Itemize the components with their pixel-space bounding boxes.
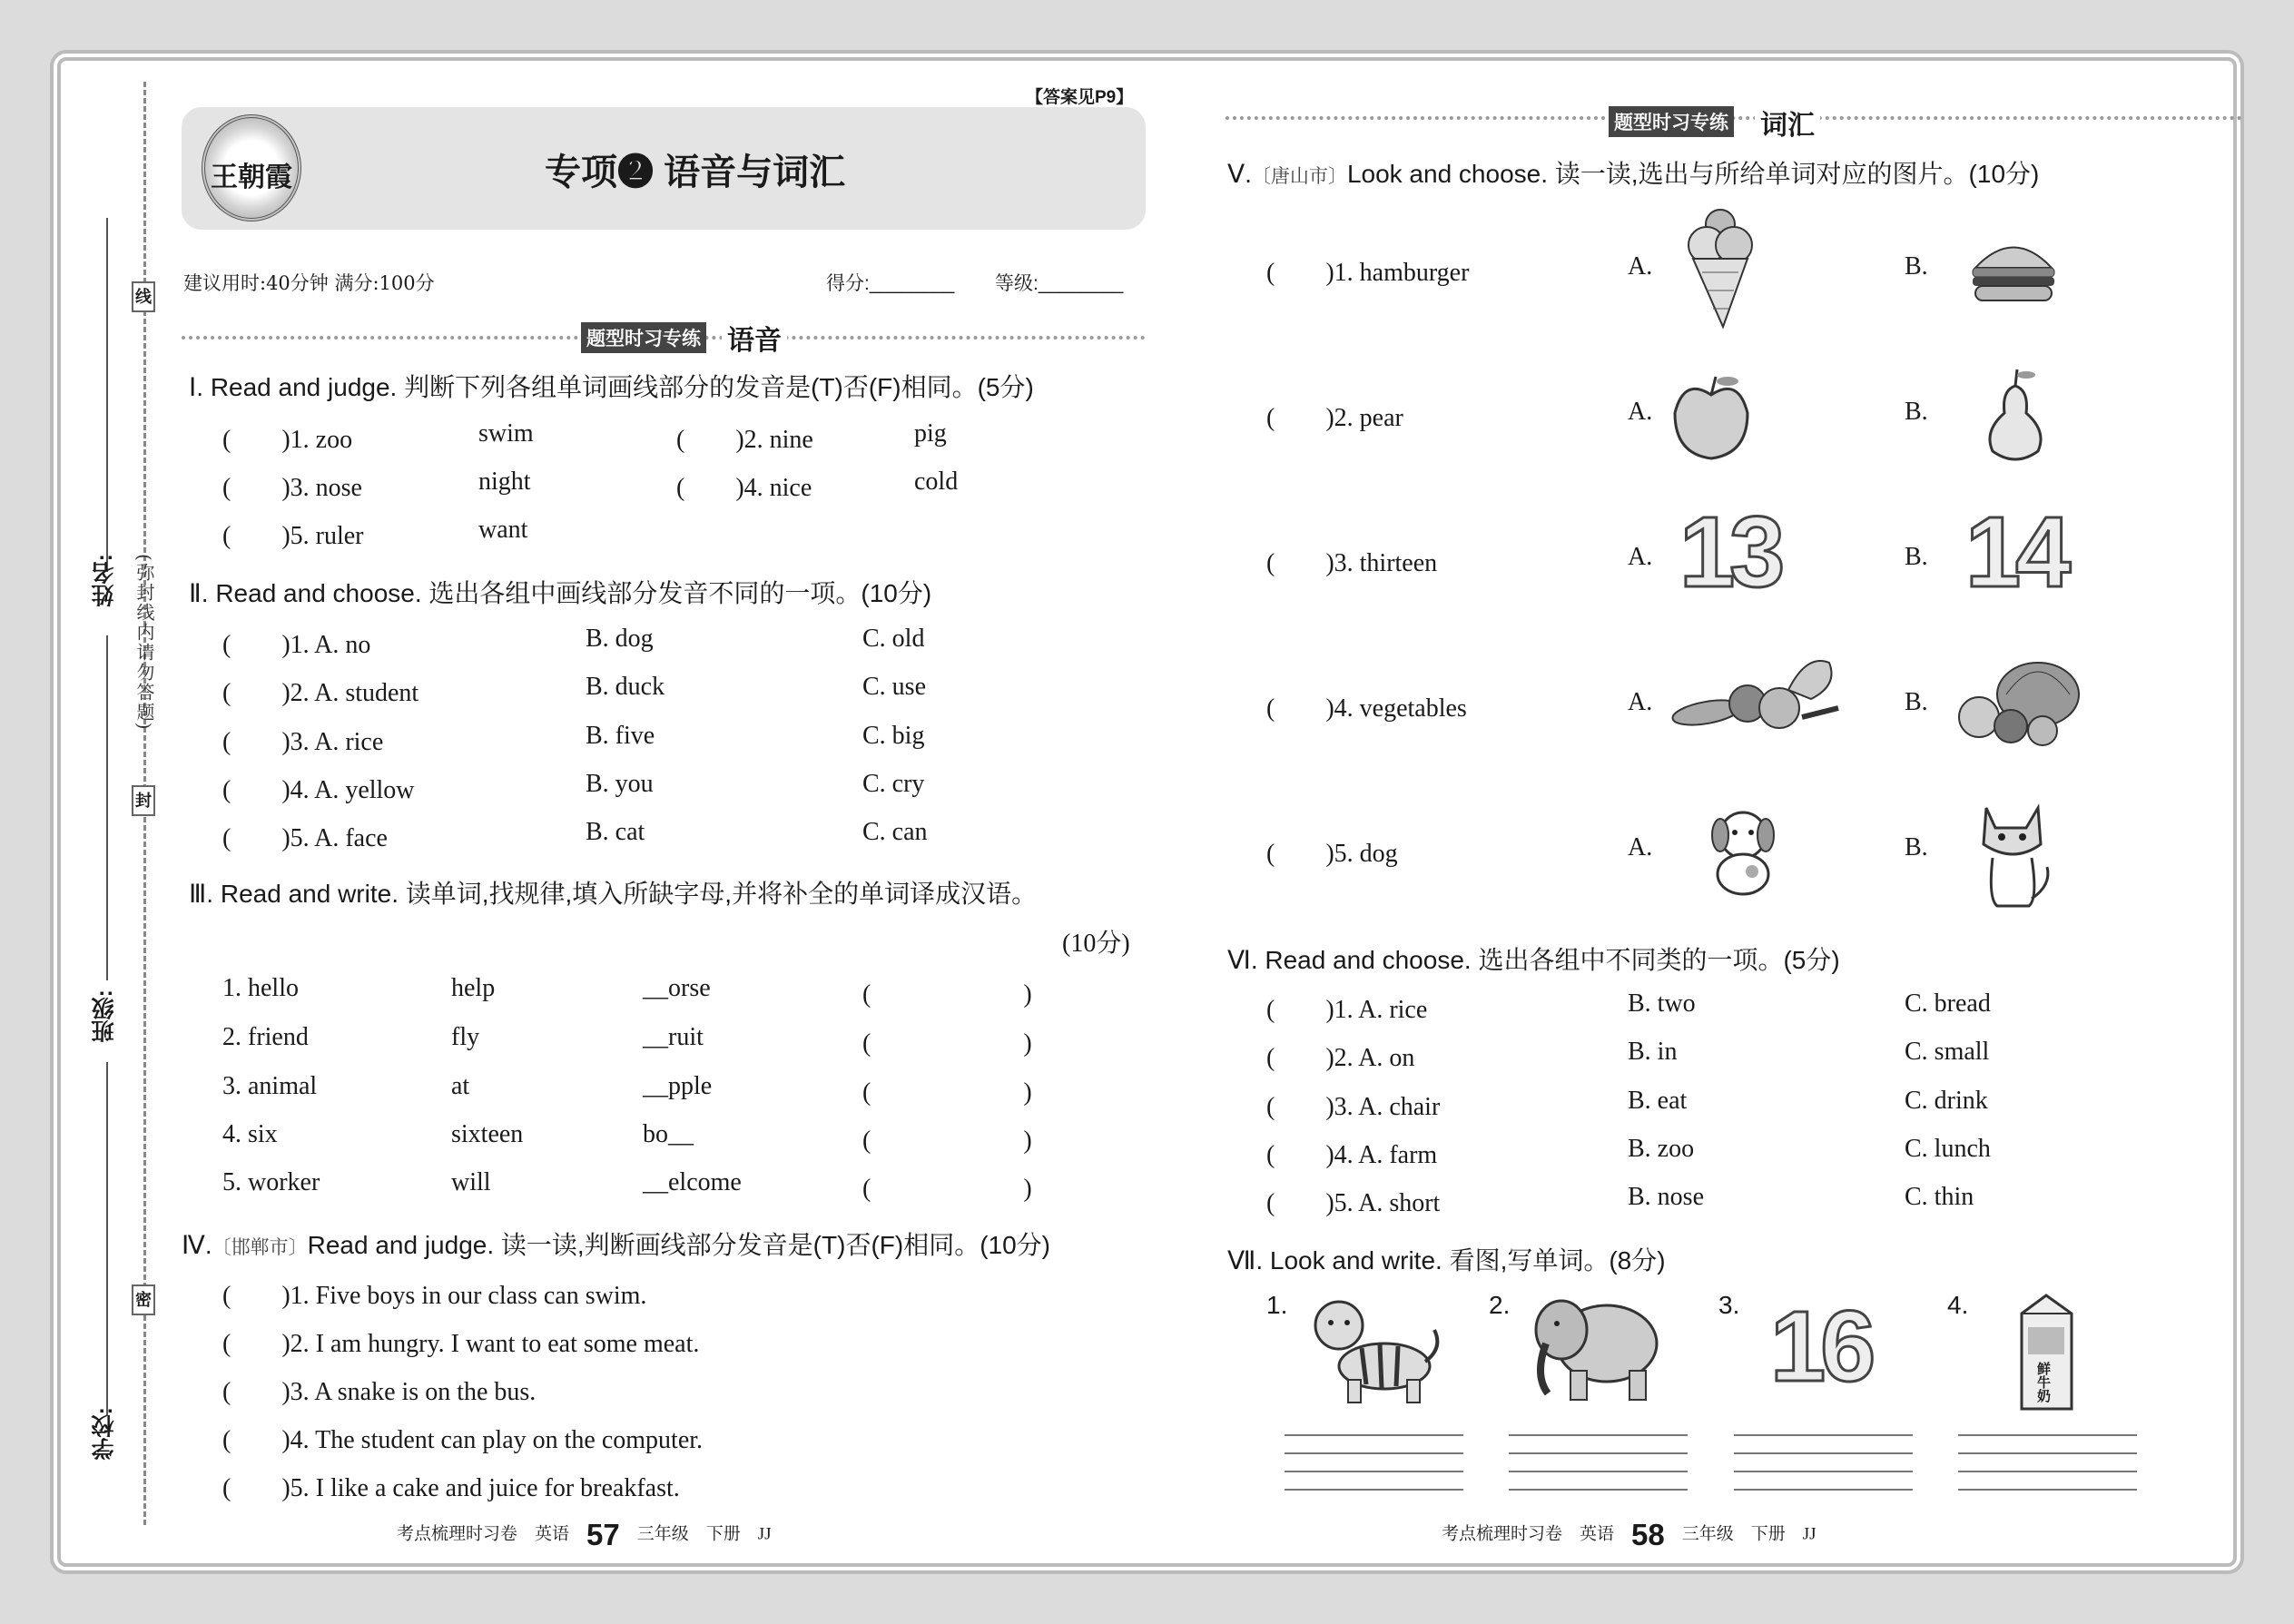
- seal-xian: 线: [132, 281, 155, 312]
- s7-label-2: 2.: [1489, 1291, 1511, 1319]
- write-line[interactable]: [1734, 1489, 1913, 1491]
- s3-1-c: __orse: [643, 974, 711, 1002]
- write-line[interactable]: [1285, 1489, 1463, 1491]
- number-13-image: 13: [1679, 497, 1780, 608]
- footer-left-a: 考点梳理时习卷 英语: [397, 1524, 570, 1544]
- pear-image: [1979, 368, 2052, 468]
- s4-heading-text: Read and judge. 读一读,判断画线部分发音是(T)否(F)相同。(10分): [307, 1231, 1050, 1259]
- s2-3-a: ( )3. A. rice: [222, 728, 384, 756]
- s1-word-2: pig: [914, 419, 947, 448]
- s2-4-a: ( )4. A. yellow: [222, 776, 415, 804]
- s5-q1: ( )1. hamburger: [1266, 259, 1470, 287]
- s5-city: 〔唐山市〕: [1251, 166, 1347, 187]
- s4-item-5: ( )5. I like a cake and juice for breakfast.: [222, 1474, 680, 1502]
- s3-2-b: fly: [451, 1023, 480, 1051]
- school-label: 学校:: [92, 1407, 117, 1461]
- s3-5-p: ( ): [862, 1175, 1032, 1203]
- s5-q4: ( )4. vegetables: [1266, 694, 1467, 723]
- s6-2-c: C. small: [1905, 1038, 1990, 1066]
- answer-reference: 【答案见P9】: [1026, 88, 1134, 107]
- s7-label-3: 3.: [1718, 1291, 1740, 1319]
- write-line[interactable]: [1958, 1452, 2137, 1454]
- s5-q1-a: A.: [1628, 252, 1653, 281]
- section-7-heading: Ⅶ. Look and write. 看图,写单词。(8分): [1227, 1246, 1666, 1275]
- brand-logo: [202, 114, 301, 221]
- s6-2-a: ( )2. A. on: [1266, 1044, 1415, 1072]
- s3-3-c: __pple: [643, 1072, 713, 1100]
- write-line[interactable]: [1509, 1489, 1688, 1491]
- s5-q3-b: B.: [1905, 543, 1928, 571]
- score-field: 得分:________: [826, 273, 955, 294]
- class-label: 班级:: [92, 989, 117, 1043]
- s5-q4-b: B.: [1905, 688, 1928, 716]
- footer-right-a: 考点梳理时习卷 英语: [1442, 1524, 1615, 1544]
- write-line[interactable]: [1958, 1471, 2137, 1472]
- write-line[interactable]: [1285, 1471, 1463, 1472]
- s5-q2-b: B.: [1905, 398, 1928, 426]
- write-line[interactable]: [1509, 1434, 1688, 1436]
- s6-3-b: B. eat: [1628, 1087, 1688, 1115]
- s1-word-1: swim: [478, 419, 534, 448]
- s3-5-b: will: [451, 1168, 491, 1196]
- footer-left: [397, 1518, 772, 1552]
- elephant-image: [1530, 1289, 1661, 1407]
- s2-4-b: B. you: [586, 770, 654, 798]
- s2-3-b: B. five: [586, 722, 655, 750]
- s4-item-4: ( )4. The student can play on the computer.: [222, 1426, 704, 1454]
- s2-5-b: B. cat: [586, 818, 645, 846]
- s2-2-c: C. use: [862, 673, 926, 701]
- write-line[interactable]: [1734, 1434, 1913, 1436]
- write-line[interactable]: [1509, 1471, 1688, 1472]
- section-3-heading: Ⅲ. Read and write. 读单词,找规律,填入所缺字母,并将补全的单词译成汉语。: [189, 880, 1038, 908]
- s2-1-c: C. old: [862, 625, 925, 653]
- s3-5-a: 5. worker: [222, 1168, 320, 1196]
- section-3-points: (10分): [1062, 930, 1130, 958]
- section-band-vocab: [1226, 116, 2242, 138]
- band-word-vocab: 词汇: [1755, 103, 1820, 143]
- s6-1-a: ( )1. A. rice: [1266, 996, 1428, 1024]
- s6-4-a: ( )4. A. farm: [1266, 1141, 1438, 1169]
- s4-city: 〔邯郸市〕: [212, 1237, 308, 1258]
- s3-1-a: 1. hello: [222, 974, 299, 1002]
- s3-4-b: sixteen: [451, 1120, 524, 1148]
- s2-5-c: C. can: [862, 818, 928, 846]
- s6-3-a: ( )3. A. chair: [1266, 1093, 1441, 1121]
- s3-4-c: bo__: [643, 1120, 694, 1148]
- write-line[interactable]: [1285, 1452, 1463, 1454]
- seal-note: (弥封线内请勿答题): [133, 554, 155, 732]
- s5-q5-a: A.: [1628, 833, 1653, 861]
- s6-5-a: ( )5. A. short: [1266, 1189, 1441, 1217]
- s6-2-b: B. in: [1628, 1038, 1678, 1066]
- s5-heading-text: Look and choose. 读一读,选出与所给单词对应的图片。(10分): [1346, 160, 2040, 188]
- grade-field: 等级:________: [995, 273, 1124, 294]
- school-line: [106, 1062, 108, 1416]
- title-banner: [182, 107, 1146, 230]
- s4-item-1: ( )1. Five boys in our class can swim.: [222, 1282, 647, 1310]
- s7-label-1: 1.: [1266, 1291, 1288, 1319]
- write-line[interactable]: [1958, 1434, 2137, 1436]
- section-6-heading: Ⅵ. Read and choose. 选出各组中不同类的一项。(5分): [1227, 946, 1840, 974]
- s6-1-c: C. bread: [1905, 989, 1991, 1018]
- hamburger-image: [1968, 231, 2059, 309]
- s5-q2: ( )2. pear: [1266, 404, 1403, 432]
- s3-4-a: 4. six: [222, 1120, 278, 1148]
- seal-mi: 密: [132, 1284, 155, 1315]
- s1-word-5: want: [478, 516, 528, 544]
- s2-4-c: C. cry: [862, 770, 925, 798]
- s3-5-c: __elcome: [643, 1168, 742, 1196]
- s2-1-a: ( )1. A. no: [222, 631, 371, 659]
- s2-2-b: B. duck: [586, 673, 665, 701]
- s6-5-c: C. thin: [1905, 1183, 1974, 1211]
- s1-item-3: ( )3. nose: [222, 474, 362, 502]
- s5-q5: ( )5. dog: [1266, 840, 1398, 868]
- footer-right: [1442, 1518, 1816, 1552]
- section-1-heading: Ⅰ. Read and judge. 判断下列各组单词画线部分的发音是(T)否(F)相同。(5分): [189, 373, 1034, 401]
- section-5-heading: [1227, 154, 2039, 191]
- s6-4-c: C. lunch: [1905, 1135, 1991, 1163]
- s5-q3: ( )3. thirteen: [1266, 549, 1438, 577]
- fruits-image: [1952, 654, 2083, 753]
- s2-3-c: C. big: [862, 722, 925, 750]
- write-line[interactable]: [1509, 1452, 1688, 1454]
- seal-feng: 封: [132, 785, 155, 816]
- ice-cream-image: [1670, 204, 1770, 331]
- number-14-image: 14: [1965, 497, 2066, 608]
- s6-3-c: C. drink: [1905, 1087, 1988, 1115]
- vegetables-image: [1670, 645, 1843, 744]
- band-tag: 题型时习专练: [581, 322, 706, 353]
- tiger-image: [1298, 1294, 1443, 1407]
- s1-item-4: ( )4. nice: [676, 474, 812, 502]
- write-line[interactable]: [1734, 1452, 1913, 1454]
- s1-item-2: ( )2. nine: [676, 426, 813, 454]
- section-2-heading: Ⅱ. Read and choose. 选出各组中画线部分发音不同的一项。(10分): [189, 579, 932, 607]
- write-line[interactable]: [1958, 1489, 2137, 1491]
- s3-2-c: __ruit: [643, 1023, 704, 1051]
- binding-margin: [68, 82, 168, 1525]
- s2-1-b: B. dog: [586, 625, 654, 653]
- dog-image: [1702, 803, 1784, 903]
- write-line[interactable]: [1734, 1471, 1913, 1472]
- s4-item-3: ( )3. A snake is on the bus.: [222, 1378, 537, 1406]
- s3-1-p: ( ): [862, 980, 1032, 1009]
- s3-3-p: ( ): [862, 1078, 1032, 1107]
- name-line: [106, 218, 108, 572]
- milk-label: 鲜牛奶: [2035, 1362, 2052, 1403]
- s3-3-a: 3. animal: [222, 1072, 318, 1100]
- s6-5-b: B. nose: [1628, 1183, 1704, 1211]
- name-label: 姓名:: [92, 554, 117, 607]
- page-title: 专项❷ 语音与词汇: [545, 153, 846, 192]
- s3-4-p: ( ): [862, 1127, 1032, 1155]
- s2-5-a: ( )5. A. face: [222, 824, 388, 852]
- footer-right-b: 三年级 下册 JJ: [1681, 1524, 1816, 1544]
- s5-q5-b: B.: [1905, 833, 1928, 861]
- s5-q2-a: A.: [1628, 398, 1653, 426]
- s1-item-1: ( )1. zoo: [222, 426, 353, 454]
- section-4-heading: [182, 1225, 1050, 1262]
- s1-word-4: cold: [914, 468, 959, 496]
- s5-q3-a: A.: [1628, 543, 1653, 571]
- page-number-right: 58: [1631, 1518, 1665, 1551]
- s5-q1-b: B.: [1905, 252, 1928, 281]
- s3-2-p: ( ): [862, 1029, 1032, 1058]
- s7-label-4: 4.: [1947, 1291, 1969, 1319]
- class-line: [106, 635, 108, 980]
- suggested-time: 建议用时:40分钟 满分:100分: [183, 272, 435, 294]
- s6-1-b: B. two: [1628, 989, 1696, 1018]
- band-word-phonics: 语音: [722, 318, 787, 358]
- apple-image: [1666, 372, 1757, 463]
- s4-roman: Ⅳ.: [182, 1231, 212, 1259]
- s6-4-b: B. zoo: [1628, 1135, 1695, 1163]
- s5-q4-a: A.: [1628, 688, 1653, 716]
- s1-word-3: night: [478, 468, 531, 496]
- s4-item-2: ( )2. I am hungry. I want to eat some meat.: [222, 1330, 700, 1358]
- s1-item-5: ( )5. ruler: [222, 522, 364, 550]
- s5-roman: Ⅴ.: [1227, 160, 1252, 188]
- s2-2-a: ( )2. A. student: [222, 679, 419, 707]
- s3-3-b: at: [451, 1072, 470, 1100]
- page-number-left: 57: [586, 1518, 620, 1551]
- s3-2-a: 2. friend: [222, 1023, 309, 1051]
- number-16-image: 16: [1770, 1291, 1871, 1403]
- cat-image: [1970, 799, 2056, 912]
- footer-left-b: 三年级 下册 JJ: [636, 1524, 772, 1544]
- s3-1-b: help: [451, 974, 496, 1002]
- band-tag-2: 题型时习专练: [1609, 106, 1734, 137]
- logo-text: 王朝霞: [211, 162, 292, 193]
- write-line[interactable]: [1285, 1434, 1463, 1436]
